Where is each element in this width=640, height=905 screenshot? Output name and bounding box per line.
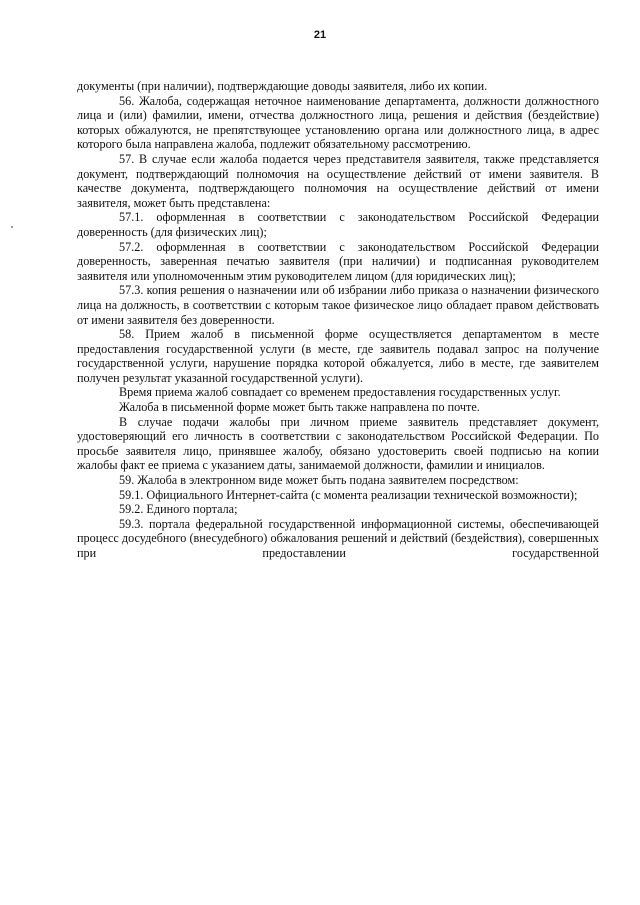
paragraph-59-1: 59.1. Официального Интернет-сайта (с момента реализации технической возможности); xyxy=(119,487,578,502)
paragraph-57: 57. В случае если жалоба подается через представителя заявителя, также представляется документ, подтверждающий полномочия на осуществление действий от имени заявителя. В качестве документа, подтверждающего полномочия на осуществление действий от имени заявителя, может быть представлена: xyxy=(77,151,599,210)
paragraph-58: 58. Прием жалоб в письменной форме осуществляется департаментом в месте предоставления государственной услуги (в месте, где заявитель подавал запрос на получение государственной услуги, нарушение порядка которой обжалуется, либо в месте, где заявителем получен результат указанной государственной услуги). xyxy=(77,327,599,385)
paragraph-by-mail: Жалоба в письменной форме может быть также направлена по почте. xyxy=(119,400,480,415)
paragraph-continuation: документы (при наличии), подтверждающие доводы заявителя, либо их копии. xyxy=(77,79,488,93)
paragraph-57-2: 57.2. оформленная в соответствии с законодательством Российской Федерации доверенность, заверенная печатью заявителя (при наличии) и подписанная руководителем заявителя или уполномоченным этим руководителем лицом (для юридических лиц); xyxy=(77,239,599,283)
paragraph-56: 56. Жалоба, содержащая неточное наименование департамента, должности должностного лица и (или) фамилии, имени, отчества должностного лица, решения и действия (бездействие) которых обжалуются, не препятствующее установлению органа или должностного лица, в адрес которого была направлена жалоба, подлежит обязательному рассмотрению. xyxy=(77,93,599,152)
paragraph-57-3: 57.3. копия решения о назначении или об избрании либо приказа о назначении физического лица на должность, в соответствии с которым такое физическое лицо обладает правом действовать от имени заявителя без доверенности. xyxy=(77,283,599,327)
paragraph-59-2: 59.2. Единого портала; xyxy=(119,502,238,517)
paragraph-reception-time: Время приема жалоб совпадает со временем предоставления государственных услуг. xyxy=(119,385,561,400)
paragraph-57-1: 57.1. оформленная в соответствии с законодательством Российской Федерации доверенность (для физических лиц); xyxy=(77,210,599,239)
paragraph-59-3: 59.3. портала федеральной государственной информационной системы, обеспечивающей процесс досудебного (внесудебного) обжалования решений и действий (бездействия), совершенных при предоставлении государственной xyxy=(77,516,599,560)
page-number: 21 xyxy=(313,29,327,41)
paragraph-59: 59. Жалоба в электронном виде может быть подана заявителем посредством: xyxy=(119,473,519,488)
paragraph-personal-reception: В случае подачи жалобы при личном приеме заявитель представляет документ, удостоверяющий его личность в соответствии с законодательством Российской Федерации. По просьбе заявителя лицо, принявшее жалобу, обязано удостоверить своей подписью на копии жалобы факт ее приема с указанием даты, занимаемой должности, фамилии и инициалов. xyxy=(77,414,599,473)
scan-artifact xyxy=(11,226,13,228)
document-body xyxy=(77,79,599,561)
